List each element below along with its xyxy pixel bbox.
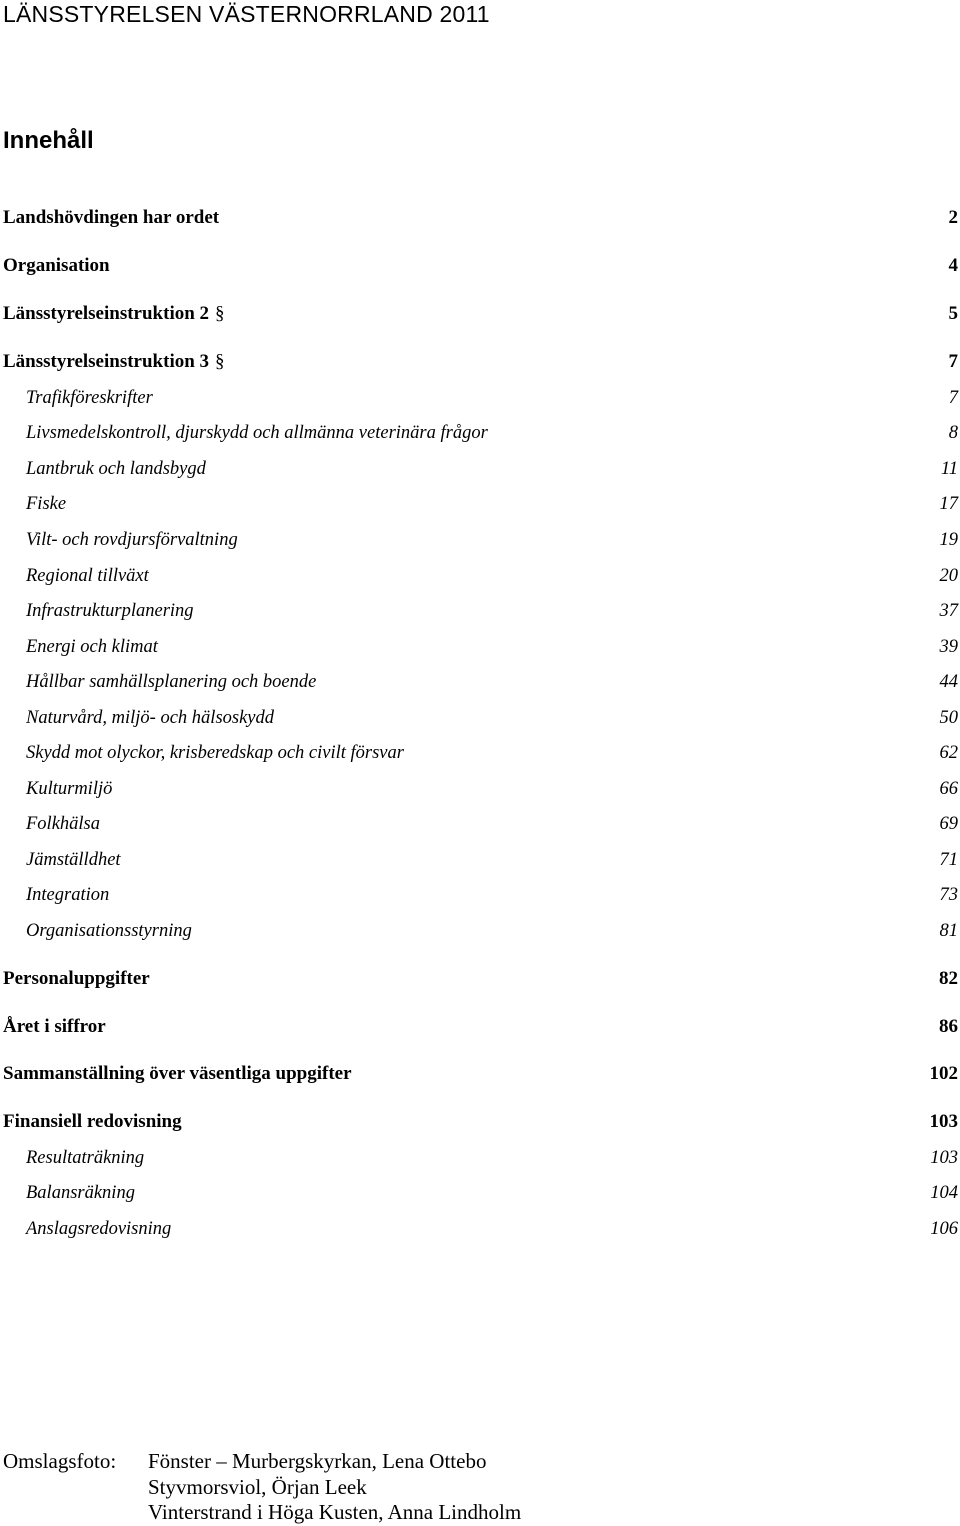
toc-subentry-label: Resultaträkning — [26, 1148, 145, 1168]
toc-entry-label: Sammanställning över väsentliga uppgifter — [3, 1063, 352, 1084]
toc-subentry[interactable] — [0, 385, 960, 411]
cover-photo-credit: Fönster – Murbergskyrkan, Lena Ottebo — [148, 1449, 487, 1473]
toc-subentry-label: Organisationsstyrning — [26, 921, 192, 941]
toc-subentry-label: Infrastrukturplanering — [26, 601, 194, 621]
toc-entry[interactable] — [0, 966, 960, 992]
toc-subentry-page: 7 — [948, 388, 958, 408]
toc-subentry-label: Integration — [26, 885, 110, 905]
toc-subentry-label: Balansräkning — [26, 1183, 135, 1203]
toc-entry[interactable] — [0, 1014, 960, 1040]
toc-subentry[interactable] — [0, 669, 960, 695]
toc-entry[interactable] — [0, 1109, 960, 1135]
toc-subentry[interactable] — [0, 420, 960, 446]
toc-subentry-label: Regional tillväxt — [26, 566, 149, 586]
toc-subentry[interactable] — [0, 634, 960, 660]
toc-subentry-page: 103 — [930, 1148, 958, 1168]
toc-subentry-label: Vilt- och rovdjursförvaltning — [26, 530, 238, 550]
toc-subentry-label: Folkhälsa — [26, 814, 100, 834]
toc-entry[interactable] — [0, 301, 960, 327]
cover-photo-credit: Styvmorsviol, Örjan Leek — [148, 1474, 367, 1499]
toc-subentry[interactable] — [0, 1180, 960, 1206]
toc-subentry-label: Skydd mot olyckor, krisberedskap och civilt försvar — [26, 743, 404, 763]
toc-subentry-page: 19 — [939, 530, 958, 550]
toc-subentry-label: Livsmedelskontroll, djurskydd och allmänna veterinära frågor — [26, 423, 488, 443]
toc-subentry-label: Lantbruk och landsbygd — [26, 459, 206, 479]
toc-entry-page: 5 — [948, 303, 958, 324]
toc-subentry[interactable] — [0, 918, 960, 944]
toc-subentry-page: 50 — [939, 708, 958, 728]
toc-subentry-label: Kulturmiljö — [26, 779, 113, 799]
toc-subentry-label: Hållbar samhällsplanering och boende — [26, 672, 317, 692]
toc-entry[interactable] — [0, 205, 960, 231]
toc-entry-label: Organisation — [3, 255, 110, 276]
toc-subentry-page: 8 — [948, 423, 958, 443]
cover-photo-list — [148, 1449, 521, 1526]
toc-subentry-page: 69 — [939, 814, 958, 834]
toc-entry-page: 82 — [939, 968, 958, 989]
toc-subentry-page: 37 — [939, 601, 958, 621]
toc-subentry-page: 106 — [930, 1219, 958, 1239]
toc-subentry-label: Naturvård, miljö- och hälsoskydd — [26, 708, 275, 728]
toc-subentry-label: Fiske — [26, 494, 67, 514]
toc-subentry[interactable] — [0, 527, 960, 553]
toc-title: Innehåll — [3, 127, 94, 154]
toc-subentry-page: 104 — [930, 1183, 958, 1203]
toc-subentry-label: Trafikföreskrifter — [26, 388, 153, 408]
toc-entry-label: Länsstyrelseinstruktion 2 — [3, 303, 210, 324]
toc-subentry-page: 44 — [939, 672, 958, 692]
toc-entry-label: Personaluppgifter — [3, 968, 150, 989]
toc-entry-label: Finansiell redovisning — [3, 1111, 182, 1132]
toc-entry-label-wrap — [3, 349, 225, 375]
toc-subentry[interactable] — [0, 1145, 960, 1171]
document-header: LÄNSSTYRELSEN VÄSTERNORRLAND 2011 — [3, 1, 490, 27]
toc-subentry-page: 73 — [939, 885, 958, 905]
toc-subentry[interactable] — [0, 740, 960, 766]
toc-entry-label: Året i siffror — [3, 1016, 106, 1037]
toc-subentry-page: 17 — [939, 494, 958, 514]
cover-photo-label: Omslagsfoto: — [3, 1449, 117, 1473]
toc-subentry-page: 66 — [939, 779, 958, 799]
toc-subentry[interactable] — [0, 456, 960, 482]
toc-entry-page: 2 — [948, 207, 958, 228]
toc-subentry[interactable] — [0, 598, 960, 624]
toc-subentry-page: 81 — [939, 921, 958, 941]
toc-entry-page: 103 — [929, 1111, 958, 1132]
toc-subentry[interactable] — [0, 705, 960, 731]
toc-entry[interactable] — [0, 349, 960, 375]
toc-subentry-page: 39 — [939, 637, 958, 657]
toc-entry[interactable] — [0, 1061, 960, 1087]
toc-entry-label: Länsstyrelseinstruktion 3 — [3, 351, 210, 372]
toc-subentry[interactable] — [0, 847, 960, 873]
toc-entry-page: 102 — [929, 1063, 958, 1084]
cover-photo-credit: Vinterstrand i Höga Kusten, Anna Lindholm — [148, 1500, 522, 1524]
toc-entry-label: Landshövdingen har ordet — [3, 207, 220, 228]
toc-entry-page: 7 — [948, 351, 958, 372]
toc-subentry-label: Energi och klimat — [26, 637, 158, 657]
toc-entry-label-wrap — [3, 301, 225, 327]
toc-subentry-page: 11 — [940, 459, 958, 479]
toc-entry[interactable] — [0, 253, 960, 279]
section-sign: § — [215, 351, 225, 372]
toc-subentry[interactable] — [0, 811, 960, 837]
toc-subentry-label: Jämställdhet — [26, 850, 121, 870]
toc-entry-page: 86 — [939, 1016, 958, 1037]
toc-subentry-page: 20 — [939, 566, 958, 586]
toc-subentry-label: Anslagsredovisning — [26, 1219, 172, 1239]
toc-subentry[interactable] — [0, 776, 960, 802]
toc-subentry[interactable] — [0, 882, 960, 908]
toc-subentry[interactable] — [0, 563, 960, 589]
toc-subentry-page: 71 — [939, 850, 958, 870]
toc-subentry-page: 62 — [939, 743, 958, 763]
toc-subentry[interactable] — [0, 491, 960, 517]
section-sign: § — [215, 303, 225, 324]
toc-subentry[interactable] — [0, 1216, 960, 1242]
toc-entry-page: 4 — [948, 255, 958, 276]
